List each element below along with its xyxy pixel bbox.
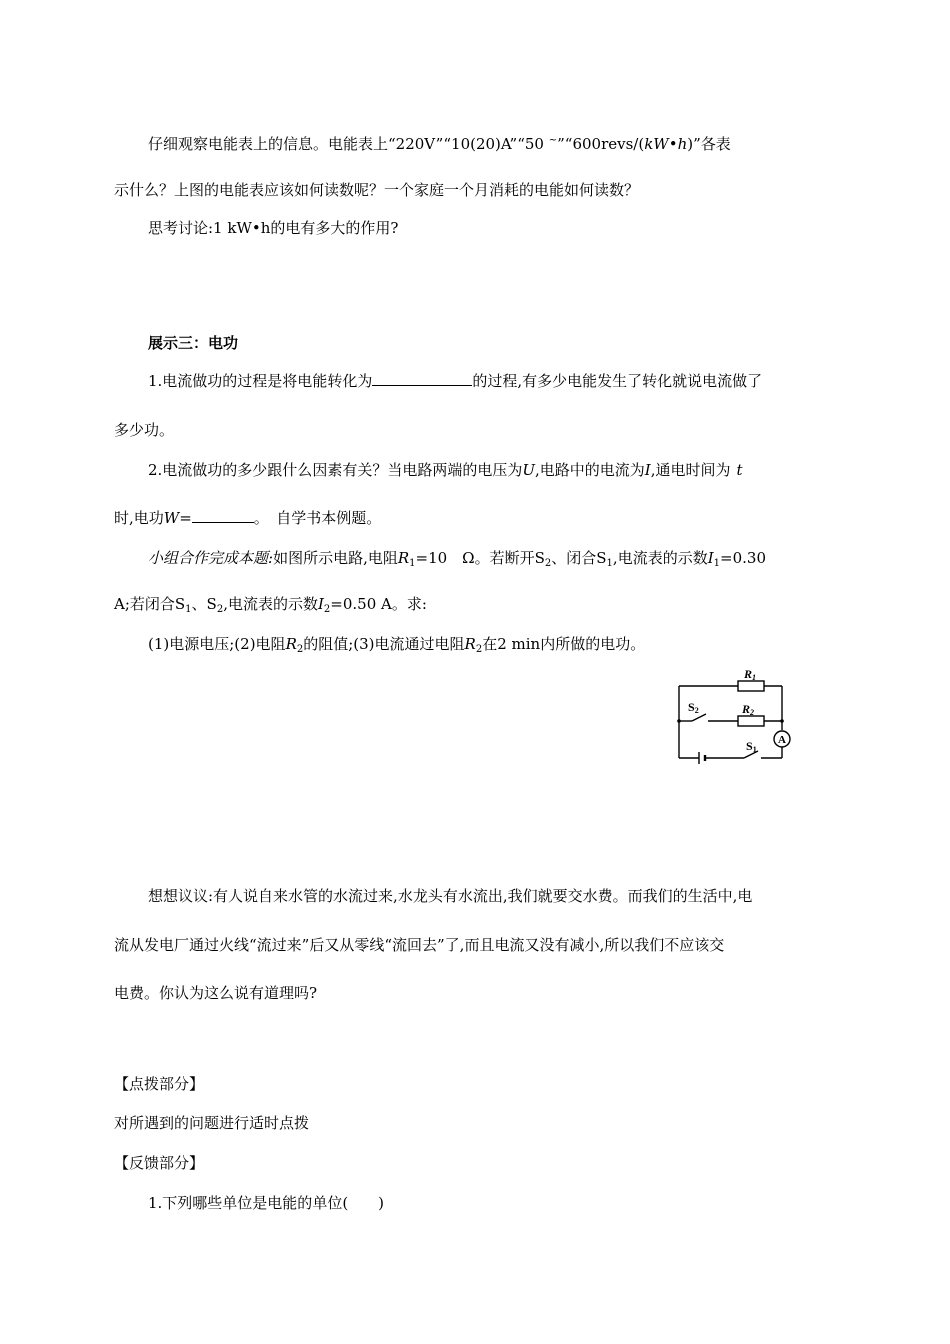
meter-question-line-1: 仔细观察电能表上的信息。电能表上“220V”“10(20)A”“50 ~”“600revs/(kW•h)”各表: [148, 135, 731, 153]
answer-blank-1[interactable]: [372, 371, 472, 386]
discussion-line-3: 电费。你认为这么说有道理吗?: [114, 984, 318, 1002]
label-s2: S2: [688, 700, 699, 715]
question-1-line-2: 多少功。: [114, 421, 175, 439]
label-r1: R1: [744, 667, 757, 682]
feedback-heading: 【反馈部分】: [114, 1154, 205, 1172]
section-title-electric-work: 展示三：电功: [148, 334, 239, 352]
resistor-r2: [738, 716, 764, 726]
junction: [780, 719, 784, 723]
discussion-line-1: 想想议议:有人说自来水管的水流过来,水龙头有水流出,我们就要交水费。而我们的生活中,电: [148, 887, 753, 905]
label-ammeter: A: [778, 734, 786, 746]
question-1-line-1: 1.电流做功的过程是将电能转化为 的过程,有多少电能发生了转化就说电流做了: [148, 372, 763, 390]
answer-blank-2[interactable]: [192, 508, 254, 523]
label-s1: S1: [746, 739, 757, 754]
group-task-questions: (1)电源电压;(2)电阻$R_2$的阻值;(3)电流通过电阻$R_2$在2 min内所做的电功。: [148, 635, 646, 655]
group-task-line-1: 小组合作完成本题:如图所示电路,电阻$R_1=10$ Ω。若断开$S_2$、闭合$S_1$,电流表的示数$I_1=0.30$: [148, 549, 766, 569]
feedback-question-1: 1.下列哪些单位是电能的单位( ): [148, 1194, 385, 1212]
question-2-line-2: 时,电功W= 。 自学书本例题。: [114, 509, 382, 527]
junction: [677, 719, 681, 723]
question-2-line-1: 2.电流做功的多少跟什么因素有关？当电路两端的电压为U,电路中的电流为I,通电时间为 t: [148, 461, 743, 479]
meter-question-line-2: 示什么？上图的电能表应该如何读数呢？一个家庭一个月消耗的电能如何读数？: [114, 181, 640, 199]
group-task-line-2: A;若闭合$S_1$、$S_2$,电流表的示数$I_2=0.50$ A。求:: [114, 595, 427, 615]
resistor-r1: [738, 681, 764, 691]
switch-s2: [692, 714, 706, 721]
label-r2: R2: [742, 702, 755, 717]
circuit-diagram: [666, 662, 806, 770]
tips-heading: 【点拨部分】: [114, 1075, 205, 1093]
tips-text: 对所遇到的问题进行适时点拨: [114, 1114, 310, 1132]
ac-symbol: ~: [548, 135, 558, 146]
discussion-line-2: 流从发电厂通过火线“流过来”后又从零线“流回去”了,而且电流又没有减小,所以我们不应该交: [114, 936, 725, 954]
think-discussion: 思考讨论:1 kW•h的电有多大的作用?: [148, 219, 399, 237]
